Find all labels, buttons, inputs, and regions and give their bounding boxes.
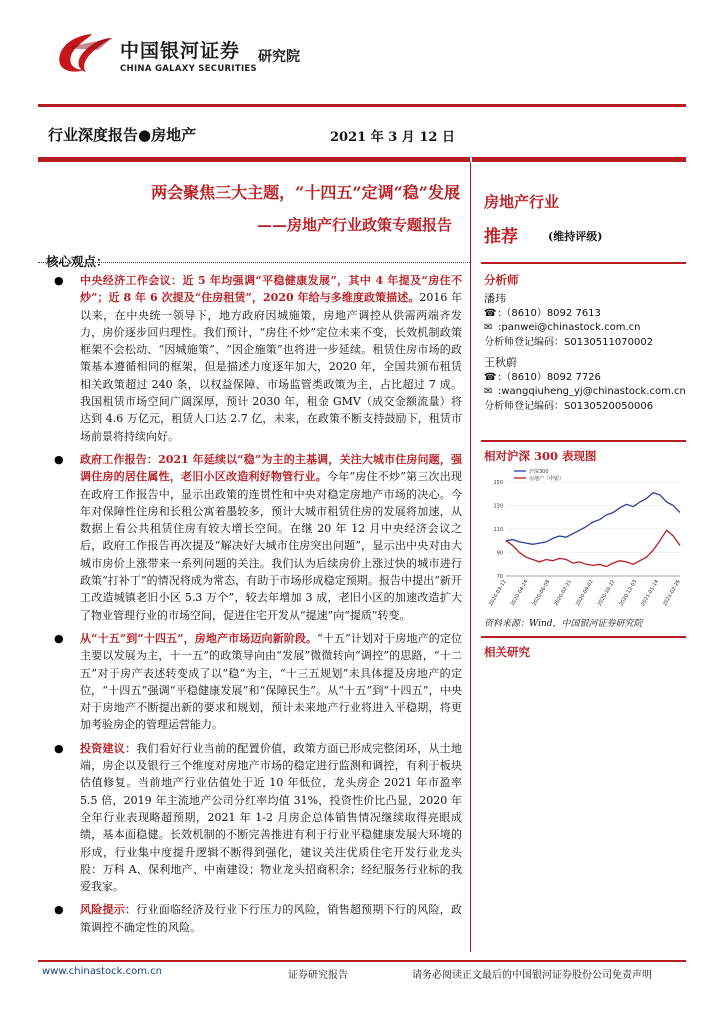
bullet-icon: ● [54,631,64,645]
bullet-text: 今年“房住不炒”第三次出现在政府工作报告中，显示出政策的连贯性和中央对稳定房地产市场的决心。今年对保障性住房和长租公寓着墨较多，预计大城市租赁住房的发展将加速，从数据上看公共租赁住房有较大增长空间。在继 20 年 12 月中央经济会议之后，政府工作报告再次提及“解决好大城市住房突出问题”，显示出中央对由大城市房价上涨带来一系列问题的关注。我们认为后续房价上涨过快的城市进行政策“打补丁”的情况将成为常态，有助于市场形成稳定预期。报告中提出“新开工改造城镇老旧小区 5.3 万个”，较去年增加 3 成，老旧小区的加速改造扩大了物业管理行业的市场空间，促进住宅开发从“提速”向“提质”转变。 [80,470,462,622]
list-item [54,630,462,734]
report-date: 2021 年 3 月 12 日 [330,130,455,145]
relative-performance-chart [484,464,684,612]
bullet-text: 行业面临经济及行业下行压力的风险，销售超预期下行的风险，政策调控不确定性的风险。 [80,903,463,934]
report-type: 行业深度报告●房地产 [48,126,197,144]
x-tick-label: 2020-04-24 [509,579,530,608]
series-line [506,493,680,545]
analyst-name: 王秋蔚 [484,356,517,369]
dotted-divider [38,262,470,263]
bullet-text: 我们看好行业当前的配置价值，政策方面已形成完整闭环，从土地端，房企以及银行三个维度对房地产市场的稳定进行监测和调控，有利于板块估值修复。当前地产行业估值处于近 10 年低位，龙头房企 2021 年市盈率 5.5 倍，2019 年主流地产公司分红率均值 31%，投资性价比凸显，2020 年全年行业表现略超预期，2021 年 1-2 月房企总体销售情况继续取得亮眼成绩，基本面稳健。长效机制的不断完善推进有利于行业平稳健康发展大环境的形成，行业集中度提升逻辑不断得到强化，建议关注优质住宅开发行业龙头股：万科 A、保利地产、中南建设；物业龙头招商积余；经纪服务行业标的我爱我家。 [80,741,463,894]
analyst-phone: （8610）8092 7613 [501,307,601,319]
y-tick-label: 150 [493,480,503,486]
logo-text-en: CHINA GALAXY SECURITIES [120,64,257,74]
sidebar-divider [481,636,686,638]
phone-icon: ☎ [484,307,497,319]
footer-divider [38,960,686,962]
galaxy-logo-icon [52,30,116,76]
bullet-highlight: 风险提示： [80,903,137,917]
y-tick-label: 110 [493,527,503,533]
report-subtitle: ——房地产行业政策专题报告 [256,216,452,234]
bullet-highlight: 中央经济工作会议：近 5 年均强调“平稳健康发展”，其中 4 年提及“房住不炒”；近 8 年 6 次提及“住房租赁”，2020 年给与多维度政策描述。 [80,274,462,305]
column-divider [470,162,471,952]
chart-heading: 相对沪深 300 表现图 [484,449,597,463]
institute-label: 研究院 [258,49,300,65]
x-tick-label: 2021-02-26 [662,579,682,608]
footer-website-link[interactable]: www.chinastock.com.cn [42,966,162,977]
bullet-highlight: 政府工作报告：2021 年延续以“稳”为主的主基调，关注大城市住房问题，强调住房的居住属性，老旧小区改造利好物管行业。 [80,452,462,484]
header-bar-left [38,157,470,162]
y-tick-label: 70 [496,574,503,580]
analyst-block: 潘玮 ☎ :（8610）8092 7613 ✉ :panwei@chinastock.com.cn 分析师登记编码：S0130511070002 [484,292,653,350]
sidebar-divider [481,262,686,264]
email-icon: ✉ [484,386,493,398]
list-item [54,272,462,445]
list-item [54,740,462,896]
x-tick-label: 2020-12-03 [618,579,639,608]
chart-source: 资料来源：Wind，中国银河证券研究院 [484,619,643,629]
bullet-highlight: 从“十五”到“十四五”，房地产市场迈向新阶段。 [80,631,318,645]
bullet-text: “十五”计划对于房地产的定位主要以发展为主，十一五”的政策导向由“发展”微微转向“调控”的思路，“十二五”对于房产表述转变成了以“稳”为主，“十三五规划”未具体提及房地产的定位，“十四五”强调“平稳健康发展”和“保障民生”。从“十五”到“十四五”，中央对于房地产不断提出新的要求和规划，预计未来地产行业将进入平稳期，将更加考验房企的管理运营能力。 [80,631,463,732]
x-tick-label: 2020-07-21 [553,579,573,608]
legend-label: 房地产（申银） [529,476,565,482]
rating-note: (维持评级) [548,230,603,243]
list-item [54,451,462,624]
report-title: 两会聚焦三大主题，“十四五”定调“稳”发展 [151,183,460,202]
footer-center-text: 证券研究报告 [288,970,348,981]
related-research-heading: 相关研究 [484,645,530,659]
x-tick-label: 2021-01-14 [640,579,660,608]
analyst-email[interactable]: wangqiuheng_yj@chinastock.com.cn [501,386,686,398]
y-tick-label: 90 [496,550,503,557]
analyst-cert: 分析师登记编码：S0130520050006 [484,400,654,412]
bullet-icon: ● [54,452,64,466]
bullet-text: 2016 年以来，在中央统一领导下，地方政府因城施策，房地产调控从供需两端齐发力，房价逐步回归理性。我们预计，“房住不炒”定位未来不变，长效机制政策框架不会松动、“因城施策”、“因企施策”也将进一步延续。租赁住房市场的政策基本遵循相同的框架，但是描述力度逐年加大，2020 年，全国共颁布租赁相关政策超过 240 条，以权益保障、市场监管类政策为主，占比超过 7 成。我国租赁市场空间广阔深厚，预计 2030 年，租金 GMV（成交金额流量）将达到 4.6 万亿元，租赁人口达 2.7 亿，未来，在政策不断支持鼓励下，租赁市场前景将持续向好。 [80,291,462,443]
x-tick-label: 2020-09-02 [575,579,595,608]
core-points-label: 核心观点： [46,254,109,269]
analyst-block: 王秋蔚 ☎ :（8610）8092 7726 ✉ :wangqiuheng_yj@chinastock.com.cn 分析师登记编码：S0130520050006 [484,356,686,414]
rating-label: 推荐 [484,227,518,247]
bullet-highlight: 投资建议： [80,741,137,755]
analyst-cert: 分析师登记编码：S0130511070002 [484,336,654,348]
logo-text-cn: 中国银河证券 [120,40,241,62]
core-points-list [54,272,462,942]
email-icon: ✉ [484,322,493,334]
legend-label: 沪深300 [529,469,549,475]
analyst-heading: 分析师 [484,273,519,287]
sidebar-divider [481,440,686,442]
bullet-icon: ● [54,903,64,917]
bullet-icon: ● [54,741,64,755]
analyst-email[interactable]: panwei@chinastock.com.cn [501,322,641,334]
x-tick-label: 2020-03-12 [488,579,508,608]
y-tick-label: 130 [493,503,503,510]
footer-disclaimer: 请务必阅读正文最后的中国银河证券股份公司免责声明 [412,970,652,981]
bullet-icon: ● [54,274,64,287]
analyst-name: 潘玮 [484,292,506,305]
header-divider [38,104,686,107]
series-line [506,530,680,566]
x-tick-label: 2020-10-22 [596,579,617,608]
list-item [54,901,462,936]
phone-icon: ☎ [484,371,497,383]
header-bar-right [472,157,686,162]
analyst-phone: （8610）8092 7726 [501,371,601,383]
x-tick-label: 2020-06-08 [531,579,552,608]
industry-name: 房地产行业 [484,193,560,211]
